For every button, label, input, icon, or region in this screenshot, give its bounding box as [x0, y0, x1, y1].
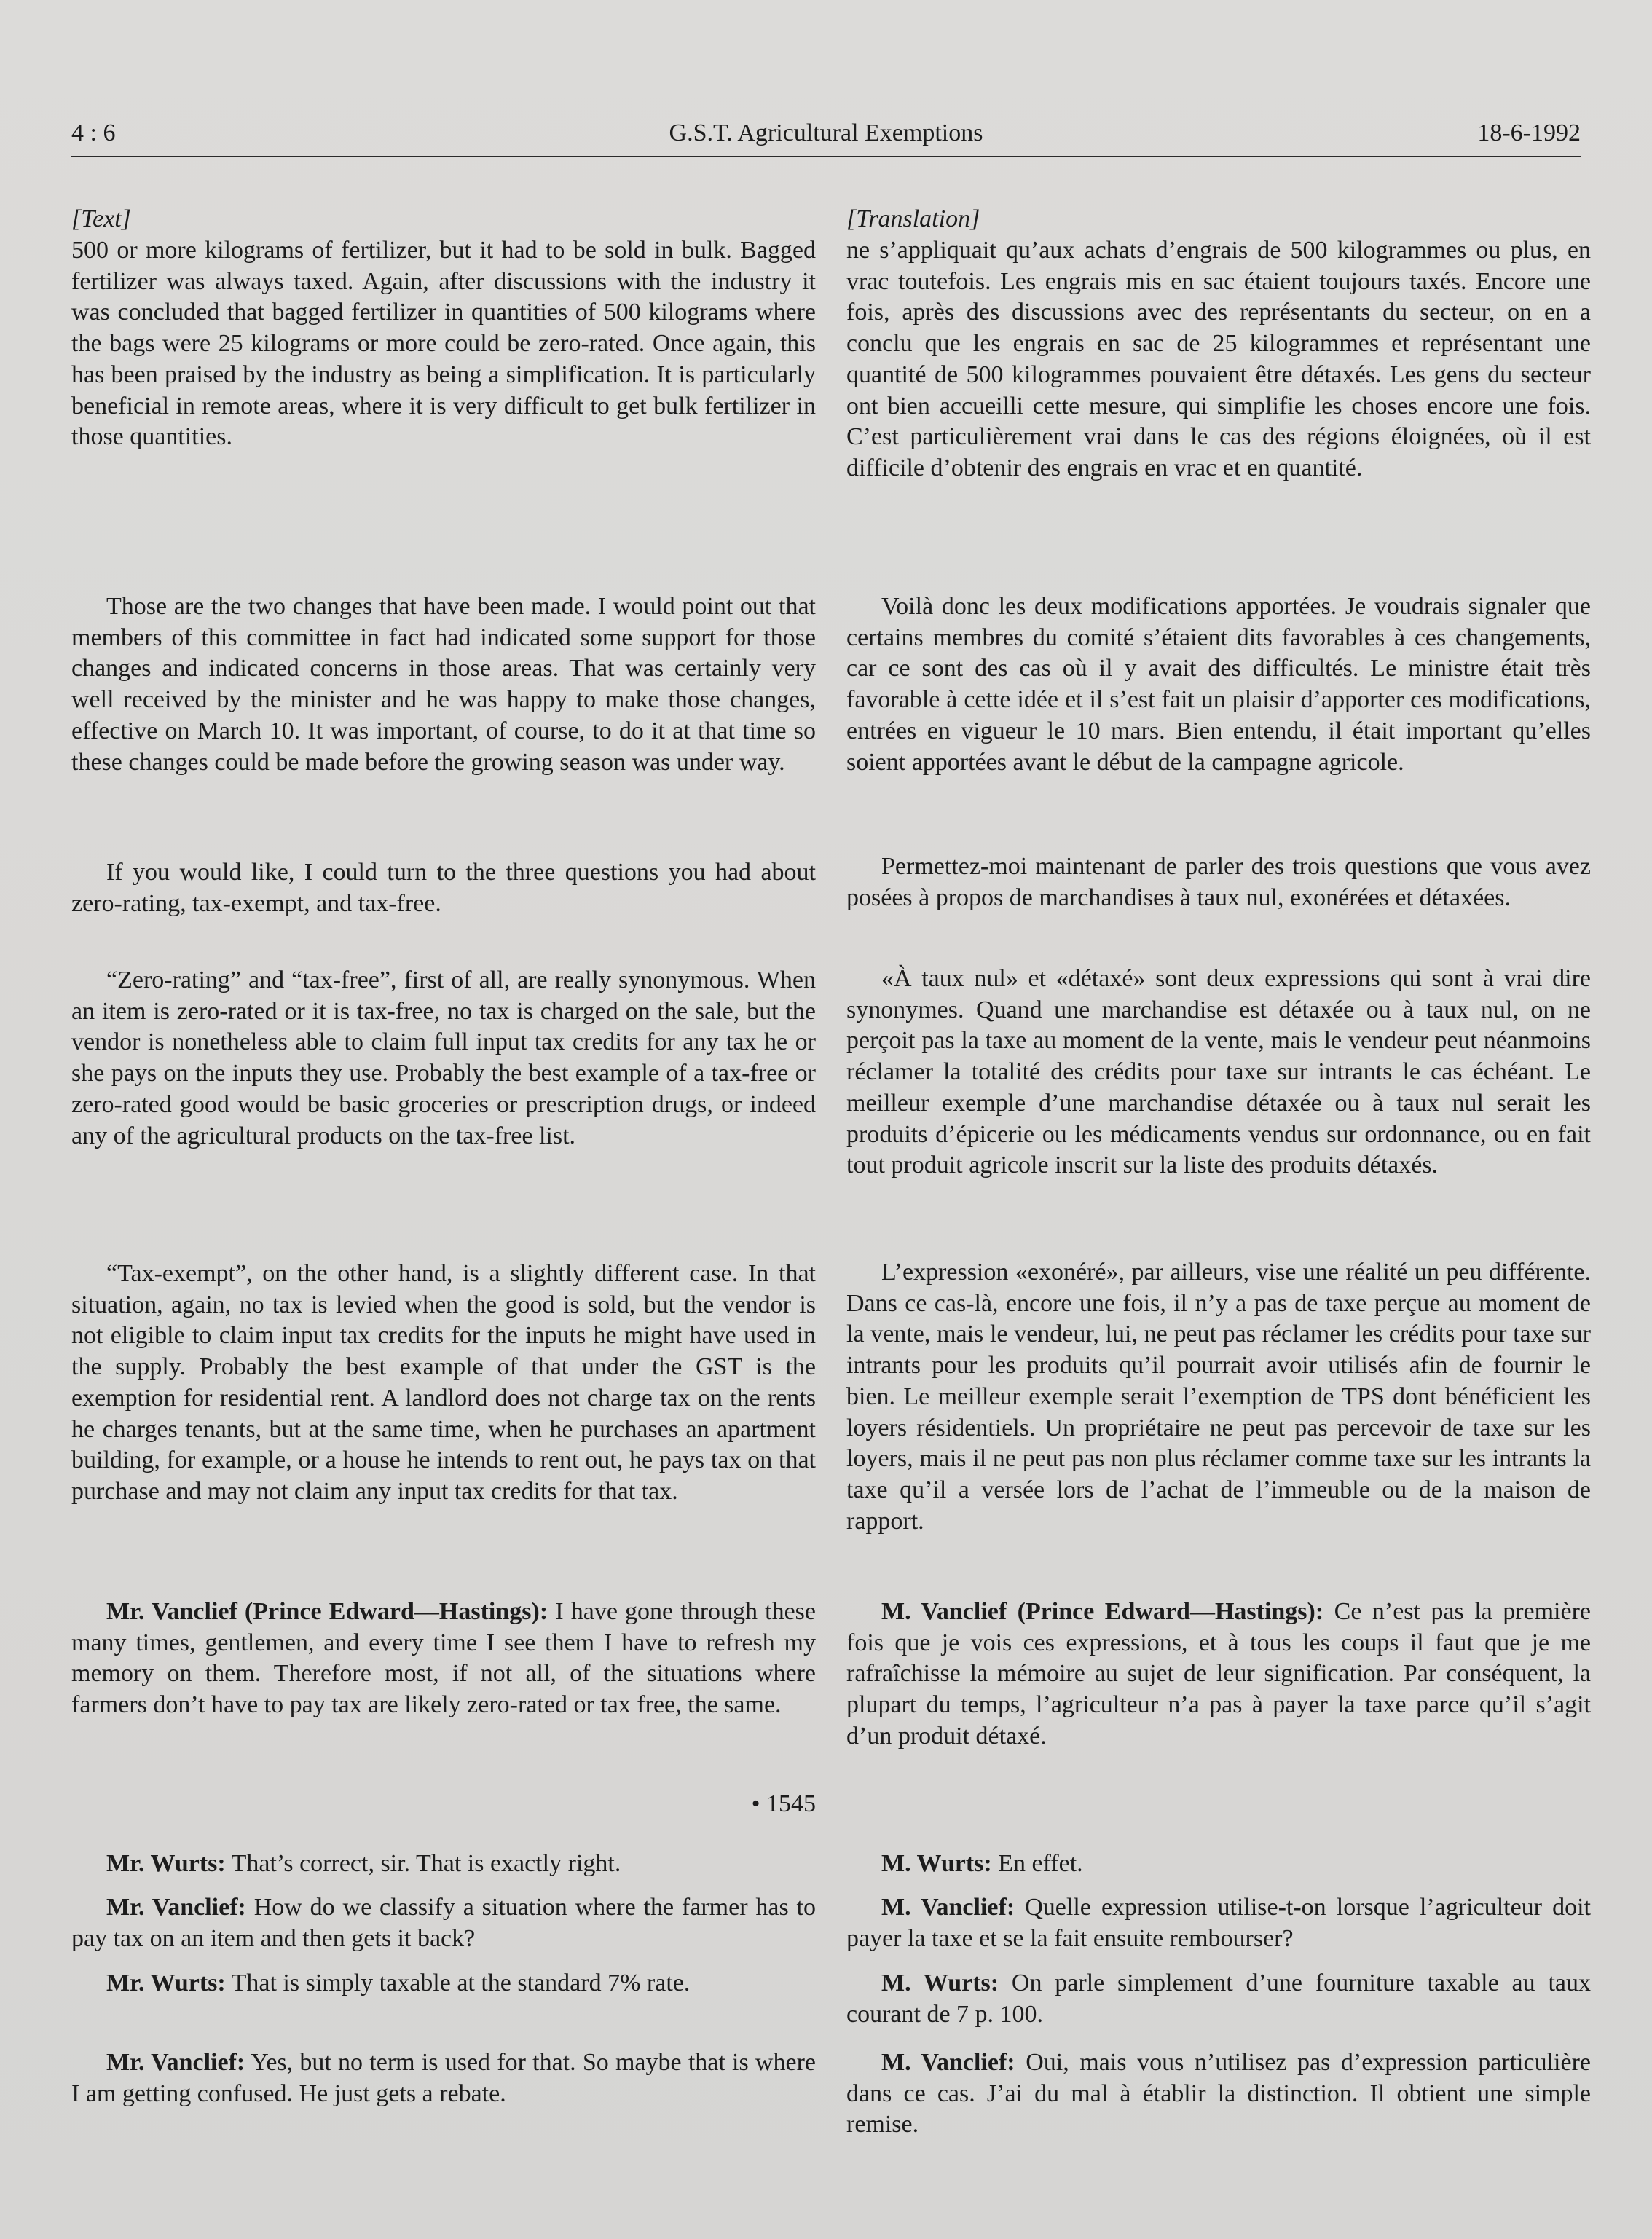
speech-text: Oui, mais vous n’utilisez pas d’expression particulière dans ce cas. J’ai du mal à établir la distinction. Il obtient une simple remise.: [846, 2049, 1591, 2138]
paragraph: ne s’appliquait qu’aux achats d’engrais de 500 kilogrammes ou plus, en vrac toutefois. Les engrais mis en sac étaient toujours taxés. Encore une fois, après des discussions avec des représentants du secteur, on en a conclu que les engrais en sac de 25 kilogrammes et représentant une quantité de 500 kilogrammes pouvaient être détaxés. Les gens du secteur ont bien accueilli cette mesure, qui simplifie les choses encore une fois. C’est particulièrement vrai dans le cas des régions éloignées, où il est difficile d’obtenir des engrais en vrac et en quantité.: [846, 237, 1591, 481]
paragraph: “Zero-rating” and “tax-free”, first of all, are really synonymous. When an item is zero-rated or it is tax-free, no tax is charged on the sale, but the vendor is nonetheless able to claim full input tax credits for any tax he or she pays on the inputs they use. Probably the best example of a tax-free or zero-rated good would be basic groceries or prescription drugs, or indeed any of the agricultural products on the tax-free list.: [71, 967, 816, 1149]
speaker-name: Mr. Vanclief (Prince Edward—Hastings):: [106, 1598, 548, 1625]
speaker-name: M. Vanclief (Prince Edward—Hastings):: [881, 1598, 1324, 1625]
speaker-paragraph: [71, 2047, 816, 2109]
paragraph: If you would like, I could turn to the three questions you had about zero-rating, tax-exempt, and tax-free.: [71, 859, 816, 917]
speaker-paragraph: [846, 1597, 1591, 1752]
speaker-name: Mr. Wurts:: [106, 1850, 226, 1877]
text-label: [Text]: [71, 205, 131, 232]
speech-text: That’s correct, sir. That is exactly right.: [225, 1850, 621, 1877]
speaker-paragraph: [846, 1849, 1591, 1880]
speech-text: Yes, but no term is used for that. So maybe that is where I am getting confused. He just gets a rebate.: [71, 2049, 816, 2107]
speech-text: That is simply taxable at the standard 7% rate.: [225, 1970, 691, 1996]
translation-label: [Translation]: [846, 205, 980, 232]
paragraph: Permettez-moi maintenant de parler des trois questions que vous avez posées à propos de marchandises à taux nul, exonérées et détaxées.: [846, 853, 1591, 911]
speaker-name: Mr. Vanclief:: [106, 1894, 246, 1921]
paragraph: «À taux nul» et «détaxé» sont deux expressions qui sont à vrai dire synonymes. Quand une marchandise est détaxée ou à taux nul, on ne perçoit pas la taxe au moment de la vente, mais le vendeur peut néanmoins réclamer la totalité des crédits pour taxe sur intrants le cas échéant. Le meilleur exemple d’une marchandise détaxée ou à taux nul serait les produits d’épicerie ou les médicaments vendus sur ordonnance, ou en fait tout produit agricole inscrit sur la liste des produits détaxés.: [846, 965, 1591, 1179]
speaker-paragraph: [846, 2047, 1591, 2141]
speaker-paragraph: [71, 1892, 816, 1954]
paragraph: Voilà donc les deux modifications apportées. Je voudrais signaler que certains membres du comité s’étaient dits favorables à ces changements, car ce sont des cas où il y avait des difficultés. Le ministre était très favorable à cette idée et il s’est fait un plaisir d’apporter ces modifications, entrées en vigueur le 10 mars. Bien entendu, il était important qu’elles soient apportées avant le début de la campagne agricole.: [846, 593, 1591, 776]
speaker-paragraph: [71, 1849, 816, 1880]
speech-text: How do we classify a situation where the farmer has to pay tax on an item and then gets it back?: [71, 1894, 816, 1952]
speaker-name: M. Wurts:: [881, 1850, 992, 1877]
speech-text: Quelle expression utilise-t-on lorsque l’agriculteur doit payer la taxe et se la fait ensuite rembourser?: [846, 1894, 1591, 1952]
speaker-name: Mr. Wurts:: [106, 1970, 226, 1996]
page-header: [71, 115, 1581, 157]
paragraph: “Tax-exempt”, on the other hand, is a slightly different case. In that situation, again, no tax is levied when the good is sold, but the vendor is not eligible to claim input tax credits for the inputs he might have used in the supply. Probably the best example of that under the GST is the exemption for residential rent. A landlord does not charge tax on the rents he charges tenants, but at the same time, when he purchases an apartment building, for example, or a house he intends to rent out, he pays tax on that purchase and may not claim any input tax credits for that tax.: [71, 1260, 816, 1505]
speech-text: En effet.: [991, 1850, 1083, 1877]
speech-text: On parle simplement d’une fourniture taxable au taux courant de 7 p. 100.: [846, 1970, 1591, 2028]
speaker-paragraph: [846, 1892, 1591, 1954]
speaker-paragraph: [71, 1597, 816, 1721]
speaker-name: M. Wurts:: [881, 1970, 999, 1996]
speaker-name: M. Vanclief:: [881, 1894, 1015, 1921]
time-marker: • 1545: [751, 1790, 816, 1817]
paragraph: Those are the two changes that have been made. I would point out that members of this committee in fact had indicated some support for those changes and indicated concerns in those areas. That was certainly very well received by the minister and he was happy to make those changes, effective on March 10. It was important, of course, to do it at that time so these changes could be made before the growing season was under way.: [71, 593, 816, 776]
speaker-name: Mr. Vanclief:: [106, 2049, 245, 2076]
paragraph: L’expression «exonéré», par ailleurs, vise une réalité un peu différente. Dans ce cas-là, encore une fois, il n’y a pas de taxe perçue au moment de la vente, mais le vendeur, lui, ne peut pas réclamer les crédits pour taxe sur intrants pour les produits qu’il pourrait avoir utilisés afin de fournir le bien. Le meilleur exemple serait l’exemption de TPS dont bénéficient les loyers résidentiels. Un propriétaire ne peut pas percevoir de taxe sur les loyers, mais il ne peut pas non plus réclamer comme taxe sur les intrants la taxe qu’il a versée lors de l’achat de l’immeuble ou de la maison de rapport.: [846, 1259, 1591, 1535]
speech-text: I have gone through these many times, gentlemen, and every time I see them I have to refresh my memory on them. Therefore most, if not all, of the situations where farmers don’t have to pay tax are likely zero-rated or tax free, the same.: [71, 1598, 816, 1719]
speech-text: Ce n’est pas la première fois que je vois ces expressions, et à tous les coups il faut que je me rafraîchisse la mémoire au sujet de leur signification. Par conséquent, la plupart du temps, l’agriculteur n’a pas à payer la taxe parce qu’il s’agit d’un produit détaxé.: [846, 1598, 1592, 1750]
page-title: G.S.T. Agricultural Exemptions: [669, 119, 983, 146]
speaker-name: M. Vanclief:: [881, 2049, 1015, 2076]
page-number: 4 : 6: [71, 119, 116, 146]
speaker-paragraph: [846, 1968, 1591, 2030]
page-date: 18-6-1992: [1477, 119, 1581, 146]
speaker-paragraph: [71, 1968, 816, 1999]
paragraph: 500 or more kilograms of fertilizer, but it had to be sold in bulk. Bagged fertilizer was always taxed. Again, after discussions with the industry it was concluded that bagged fertilizer in quantities of 500 kilograms where the bags were 25 kilograms or more could be zero-rated. Once again, this has been praised by the industry as being a simplification. It is particularly beneficial in remote areas, where it is very difficult to get bulk fertilizer in those quantities.: [71, 237, 816, 451]
